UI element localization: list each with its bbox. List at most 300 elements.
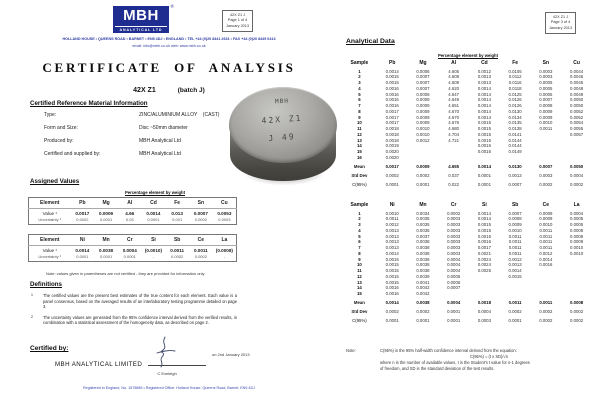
assigned-value: (0.0008) bbox=[215, 247, 233, 253]
value-cell: 0.0018 bbox=[385, 131, 399, 137]
uncertainty-value: 0.0003 bbox=[218, 217, 231, 222]
doc-page-number: Page 1 of 4 bbox=[227, 18, 248, 22]
value-cell: 0.0011 bbox=[508, 300, 522, 306]
column-header: Fe bbox=[512, 60, 519, 66]
value-cell: 0.0013 bbox=[385, 233, 399, 239]
column-header: Ce bbox=[542, 202, 550, 208]
value-cell: 0.0010 bbox=[539, 120, 553, 126]
assigned-value: 0.0009 bbox=[99, 210, 114, 216]
assigned-value: 0.0017 bbox=[75, 210, 90, 216]
uncertainty-value: 0.0001 bbox=[76, 254, 89, 259]
definition-text: The uncertainty values are generated from the 95% confidence interval derived from the verified results, in combination with a statistical assessment of the homogeneity data, as described on page 2. bbox=[43, 314, 237, 326]
element-symbol: La bbox=[213, 235, 237, 246]
value-cell: 0.0011 bbox=[508, 233, 522, 239]
sample-number: 16 bbox=[357, 154, 362, 160]
value-cell: 0.0035 bbox=[416, 227, 430, 233]
value-cell: 0.0105 bbox=[508, 68, 522, 74]
sample-number: 3 bbox=[358, 80, 361, 85]
value-cell: 0.0015 bbox=[385, 268, 399, 273]
sample-number: 4 bbox=[358, 85, 361, 91]
column-header: Sn bbox=[542, 60, 550, 66]
sample-number: 2 bbox=[358, 216, 361, 222]
value-cell: 0.0006 bbox=[539, 91, 553, 97]
value-cell: 0.0007 bbox=[416, 85, 430, 91]
definition-item bbox=[31, 293, 237, 310]
value-cell: 0.0002 bbox=[570, 181, 584, 187]
sample-number: 6 bbox=[358, 239, 361, 245]
value-cell: 0.0135 bbox=[508, 120, 522, 126]
value-cell: 0.0013 bbox=[508, 262, 522, 268]
assigned-value: 0.0011 bbox=[193, 247, 208, 253]
value-cell: 0.0004 bbox=[447, 300, 461, 306]
value-cell: 0.0038 bbox=[416, 268, 430, 273]
value-cell: 0.0010 bbox=[570, 250, 584, 256]
value-cell: 0.0138 bbox=[508, 126, 522, 131]
value-cell: 0.0014 bbox=[477, 164, 491, 169]
crm-label: Certified and supplied by: bbox=[44, 151, 101, 157]
value-cell: 0.0010 bbox=[539, 222, 553, 227]
row-label: Uncertainty ² bbox=[38, 217, 62, 222]
assigned-value: 0.0053 bbox=[217, 210, 232, 216]
value-cell: 0.0005 bbox=[539, 80, 553, 85]
value-cell: 0.0015 bbox=[385, 74, 399, 80]
assigned-value: 0.013 bbox=[171, 210, 183, 216]
analytical-table-2 bbox=[342, 202, 592, 324]
doc-date: January 2013 bbox=[549, 25, 573, 30]
value-cell: 0.0050 bbox=[570, 103, 584, 108]
value-cell: 0.0007 bbox=[539, 164, 553, 169]
value-cell: 0.0001 bbox=[416, 181, 430, 187]
value-cell: 0.0010 bbox=[508, 227, 522, 233]
value-cell: 0.0008 bbox=[508, 216, 522, 222]
value-cell: 0.0009 bbox=[539, 108, 553, 114]
value-cell: 0.0038 bbox=[416, 256, 430, 262]
value-cell: 4.655 bbox=[448, 164, 460, 169]
sample-number: 11 bbox=[357, 268, 362, 273]
column-header: Sample bbox=[350, 202, 369, 208]
value-cell: 4.608 bbox=[448, 74, 460, 80]
summary-label: C(95%) bbox=[352, 181, 367, 187]
value-cell: 0.0011 bbox=[385, 216, 399, 222]
value-cell: 0.0015 bbox=[477, 233, 491, 239]
uncertainty-value: 0.0001 bbox=[99, 254, 113, 259]
value-cell: 0.0009 bbox=[416, 114, 430, 120]
assigned-row bbox=[29, 208, 237, 217]
sample-disc-photo bbox=[228, 87, 340, 195]
sample-number: 8 bbox=[358, 108, 361, 114]
value-cell: 4.609 bbox=[448, 80, 460, 85]
value-cell: 0.0044 bbox=[570, 68, 584, 74]
value-cell: 0.0052 bbox=[570, 108, 584, 114]
header-row bbox=[342, 202, 592, 211]
value-cell: 0.0003 bbox=[447, 222, 461, 227]
summary-label: Mean bbox=[353, 164, 365, 169]
analytical-table bbox=[342, 202, 592, 324]
value-cell: 0.0015 bbox=[385, 80, 399, 85]
disc-engraving-batch: J 49 bbox=[268, 132, 296, 143]
value-cell: 0.0016 bbox=[385, 291, 399, 296]
value-cell: 0.0014 bbox=[477, 91, 491, 97]
element-symbol: Al bbox=[118, 198, 142, 209]
document-info-box bbox=[545, 12, 576, 34]
value-cell: 0.0002 bbox=[508, 309, 522, 314]
value-cell: 0.0003 bbox=[447, 250, 461, 256]
value-cell: 0.0003 bbox=[447, 245, 461, 250]
value-cell: 0.0011 bbox=[539, 233, 553, 239]
header-row bbox=[342, 60, 592, 69]
value-cell: 4.605 bbox=[448, 68, 460, 74]
value-cell: 0.0016 bbox=[385, 103, 399, 108]
value-cell: 0.0012 bbox=[508, 256, 522, 262]
analytical-table bbox=[342, 60, 592, 187]
value-cell: 0.037 bbox=[448, 172, 460, 178]
assigned-value: 0.0014 bbox=[146, 210, 161, 216]
definition-number: 1 bbox=[31, 293, 33, 297]
assigned-row bbox=[29, 254, 237, 262]
value-cell: 0.0013 bbox=[477, 80, 491, 85]
sample-number: 12 bbox=[357, 131, 362, 137]
value-cell: 0.0014 bbox=[539, 256, 553, 262]
value-cell: 0.0017 bbox=[385, 164, 399, 169]
assigned-value: 0.0014 bbox=[75, 247, 90, 253]
sample-number: 6 bbox=[358, 97, 361, 103]
column-header: Cr bbox=[450, 202, 457, 208]
note-equation: C(95%) = (t x SD)/√n bbox=[469, 353, 509, 359]
crm-row bbox=[44, 138, 254, 151]
value-cell: 0.0014 bbox=[477, 216, 491, 222]
sample-number: 5 bbox=[358, 233, 361, 239]
value-cell: 0.0004 bbox=[570, 210, 584, 216]
value-cell: 0.0014 bbox=[477, 210, 491, 216]
definitions-list bbox=[31, 293, 237, 331]
value-cell: 0.0021 bbox=[477, 250, 491, 256]
column-header: Si bbox=[482, 202, 487, 208]
element-symbol: Cr bbox=[118, 235, 142, 246]
value-cell: 0.0009 bbox=[416, 103, 430, 108]
value-cell: 0.0005 bbox=[570, 216, 584, 222]
element-symbol: Pb bbox=[71, 198, 95, 209]
value-cell: 0.0007 bbox=[539, 97, 553, 103]
doc-page-number: Page 3 of 4 bbox=[550, 20, 571, 24]
value-cell: 0.0011 bbox=[539, 245, 553, 250]
analytical-data-heading: Analytical Data bbox=[346, 38, 395, 45]
value-cell: 0.0013 bbox=[385, 227, 399, 233]
value-cell: 0.0003 bbox=[539, 172, 553, 178]
note-line-2: where n is the number of available values, t is the Student's t value for n-1 degrees bbox=[380, 359, 530, 365]
value-cell: 4.721 bbox=[448, 137, 460, 143]
crm-row bbox=[44, 125, 254, 138]
certificate-page-3 bbox=[338, 0, 600, 400]
value-cell: 0.0024 bbox=[477, 256, 491, 262]
value-cell: 0.0015 bbox=[477, 227, 491, 233]
value-cell: 0.0011 bbox=[539, 227, 553, 233]
value-cell: 0.0015 bbox=[508, 273, 522, 279]
value-cell: 0.0014 bbox=[477, 85, 491, 91]
value-cell: 0.0018 bbox=[477, 300, 491, 306]
value-cell: 0.0035 bbox=[416, 216, 430, 222]
value-cell: 0.0016 bbox=[477, 143, 491, 149]
mbh-logo-subtitle: ANALYTICAL LTD bbox=[115, 26, 167, 32]
element-symbol: Cu bbox=[213, 198, 237, 209]
note-label: Note: bbox=[346, 348, 356, 353]
value-cell: 4.704 bbox=[448, 131, 460, 137]
uncertainty-value: - bbox=[152, 254, 155, 259]
sample-number: 12 bbox=[357, 273, 362, 279]
value-cell: 0.0009 bbox=[416, 108, 430, 114]
certified-by-heading: Certified by: bbox=[30, 345, 69, 352]
summary-row bbox=[342, 297, 592, 306]
value-cell: 0.0112 bbox=[508, 74, 522, 80]
summary-row bbox=[342, 161, 592, 170]
value-cell: 0.0018 bbox=[385, 137, 399, 143]
value-cell: 0.0019 bbox=[385, 143, 399, 149]
value-cell: 0.0015 bbox=[385, 273, 399, 279]
summary-row bbox=[342, 306, 592, 315]
value-cell: 0.0130 bbox=[508, 164, 522, 169]
value-cell: 0.0002 bbox=[570, 317, 584, 323]
summary-label: C(95%) bbox=[352, 317, 367, 323]
value-cell: 0.0004 bbox=[447, 262, 461, 268]
batch-label: (batch J) bbox=[177, 87, 205, 94]
sample-number: 10 bbox=[357, 262, 362, 268]
assigned-row bbox=[29, 245, 237, 254]
assigned-values-subtitle: Percentage element by weight bbox=[124, 190, 186, 195]
signer-name: C Eveleigh bbox=[157, 371, 177, 376]
element-symbol: Cd bbox=[142, 198, 166, 209]
sample-number: 10 bbox=[357, 120, 362, 126]
value-cell: 0.0014 bbox=[477, 97, 491, 103]
value-cell: 0.0011 bbox=[539, 126, 553, 131]
value-cell: 0.0005 bbox=[447, 273, 461, 279]
value-cell: 0.0007 bbox=[508, 181, 522, 187]
value-cell: 0.0144 bbox=[508, 137, 522, 143]
value-cell: 0.0003 bbox=[447, 216, 461, 222]
sample-number: 1 bbox=[358, 68, 361, 74]
crm-label: Produced by: bbox=[44, 138, 74, 144]
value-cell: 0.0009 bbox=[416, 97, 430, 103]
signature-icon bbox=[148, 336, 180, 370]
assigned-value: 4.66 bbox=[125, 210, 135, 216]
value-cell: 0.0050 bbox=[570, 164, 584, 169]
assigned-value: 0.0011 bbox=[170, 247, 185, 253]
sample-number: 14 bbox=[357, 285, 362, 291]
value-cell: 0.0008 bbox=[570, 300, 584, 306]
crm-value: MBH Analytical Ltd bbox=[139, 138, 181, 144]
value-cell: 0.0001 bbox=[447, 317, 461, 323]
value-cell: 0.0003 bbox=[539, 68, 553, 74]
uncertainty-value: 0.0001 bbox=[147, 217, 160, 222]
value-cell: 0.0017 bbox=[385, 108, 399, 114]
sample-number: 15 bbox=[357, 291, 362, 296]
value-cell: 0.0050 bbox=[570, 97, 584, 103]
value-cell: 0.0001 bbox=[477, 181, 491, 187]
sample-number: 14 bbox=[357, 143, 362, 149]
value-cell: 0.0144 bbox=[508, 143, 522, 149]
assigned-row bbox=[29, 198, 237, 209]
sample-number: 2 bbox=[358, 74, 361, 80]
uncertainty-value: 0.0002 bbox=[194, 217, 207, 222]
sample-number: 8 bbox=[358, 250, 361, 256]
value-cell: 0.0011 bbox=[539, 239, 553, 245]
sample-number: 7 bbox=[358, 103, 361, 108]
assigned-value: 0.0007 bbox=[193, 210, 208, 216]
uncertainty-value: 0.0001 bbox=[123, 254, 136, 259]
value-cell: 0.0001 bbox=[385, 317, 399, 323]
value-cell: 0.0016 bbox=[539, 262, 553, 268]
sample-number: 7 bbox=[358, 245, 361, 250]
value-cell: 0.0016 bbox=[385, 285, 399, 291]
value-cell: 0.0009 bbox=[539, 210, 553, 216]
value-cell: 0.0003 bbox=[477, 317, 491, 323]
assigned-value: (0.0010) bbox=[144, 247, 163, 253]
product-code: 42X Z1 bbox=[133, 87, 156, 94]
value-cell: 0.0004 bbox=[447, 268, 461, 273]
summary-label: Std Dev bbox=[351, 172, 368, 178]
value-cell: 0.0014 bbox=[508, 268, 522, 273]
sample-number: 13 bbox=[357, 279, 362, 285]
value-cell: 0.0118 bbox=[508, 85, 522, 91]
note-line-1: C(95%) is the 95% half-width confidence interval derived from the equation: bbox=[380, 348, 517, 353]
assigned-values-table-2 bbox=[28, 234, 237, 262]
value-cell: 4.670 bbox=[448, 108, 460, 114]
value-cell: 0.0002 bbox=[416, 309, 430, 314]
value-cell: 0.0125 bbox=[508, 91, 522, 97]
doc-ref: 42X Z1 J bbox=[552, 14, 569, 19]
value-cell: 0.0002 bbox=[385, 309, 399, 314]
value-cell: 0.0015 bbox=[477, 126, 491, 131]
value-cell: 0.0014 bbox=[385, 300, 399, 306]
value-cell: 4.649 bbox=[448, 97, 460, 103]
value-cell: 4.647 bbox=[448, 91, 460, 97]
assigned-value: 0.0038 bbox=[99, 247, 114, 253]
value-cell: 0.0042 bbox=[416, 285, 430, 291]
value-cell: 0.0016 bbox=[385, 97, 399, 103]
value-cell: 0.0011 bbox=[508, 239, 522, 245]
element-symbol: Ce bbox=[189, 235, 213, 246]
value-cell: 0.0015 bbox=[477, 131, 491, 137]
value-cell: 0.0007 bbox=[447, 285, 461, 291]
value-cell: 0.0042 bbox=[416, 291, 430, 296]
document-info-box bbox=[222, 10, 253, 32]
uncertainty-value: 0.0001 bbox=[99, 217, 113, 222]
certification-date: on 2nd January 2013 bbox=[212, 352, 250, 357]
value-cell: 0.0002 bbox=[385, 172, 399, 178]
value-cell: 0.0011 bbox=[539, 300, 553, 306]
value-cell: 0.0015 bbox=[477, 137, 491, 143]
value-cell: 0.0013 bbox=[385, 245, 399, 250]
value-cell: 0.0011 bbox=[508, 250, 522, 256]
value-cell: 0.0005 bbox=[539, 85, 553, 91]
crm-label: Type: bbox=[44, 112, 57, 118]
value-cell: 0.0037 bbox=[416, 233, 430, 239]
column-header: Sb bbox=[511, 202, 519, 208]
assigned-values-note: Note: values given in parentheses are not certified - they are provided for information only bbox=[46, 271, 205, 276]
value-cell: 0.0035 bbox=[416, 222, 430, 227]
element-symbol: Mn bbox=[94, 235, 118, 246]
analytical-table-1 bbox=[342, 60, 592, 187]
value-cell: 0.0003 bbox=[539, 74, 553, 80]
value-cell: 0.0009 bbox=[539, 114, 553, 120]
registered-trademark-icon: ® bbox=[170, 4, 174, 9]
mbh-logo-text: MBH bbox=[123, 7, 159, 24]
value-cell: 0.0003 bbox=[447, 239, 461, 245]
value-cell: 0.0014 bbox=[385, 68, 399, 74]
summary-label: Std Dev bbox=[351, 309, 368, 314]
assigned-values-heading: Assigned Values bbox=[30, 178, 80, 185]
disc-engraving-brand: MBH bbox=[274, 97, 290, 106]
assigned-values-table bbox=[28, 234, 237, 262]
value-cell: 0.0038 bbox=[416, 250, 430, 256]
value-cell: 0.0002 bbox=[416, 172, 430, 178]
value-cell: 0.0012 bbox=[416, 137, 430, 143]
sample-number: 3 bbox=[358, 222, 361, 227]
value-cell: 0.0006 bbox=[416, 68, 430, 74]
value-cell: 0.0048 bbox=[570, 85, 584, 91]
value-cell: 0.0149 bbox=[508, 149, 522, 154]
value-cell: 0.0001 bbox=[447, 309, 461, 314]
value-cell: 0.0009 bbox=[570, 233, 584, 239]
value-cell: 0.0009 bbox=[539, 216, 553, 222]
value-cell: 0.0041 bbox=[416, 279, 430, 285]
value-cell: 0.0016 bbox=[477, 149, 491, 154]
value-cell: 0.0012 bbox=[477, 68, 491, 74]
value-cell: 0.0014 bbox=[477, 114, 491, 120]
value-cell: 0.0126 bbox=[508, 97, 522, 103]
uncertainty-value: 0.0002 bbox=[76, 217, 89, 222]
value-cell: 0.0012 bbox=[385, 222, 399, 227]
value-cell: 0.0126 bbox=[508, 103, 522, 108]
element-symbol: Fe bbox=[165, 198, 189, 209]
sample-number: 1 bbox=[358, 210, 361, 216]
doc-ref: 42X Z1 J bbox=[229, 12, 246, 17]
value-cell: 0.0003 bbox=[447, 227, 461, 233]
value-cell: 0.0009 bbox=[570, 239, 584, 245]
crm-rows bbox=[44, 112, 254, 164]
definition-text: The certified values are the present best estimates of the true content for each element. Each value is a panel consensus, based on the averaged results of an interlaboratory testing programme detailed on page 3. bbox=[43, 293, 237, 310]
value-cell: 0.0015 bbox=[385, 262, 399, 268]
value-cell: 0.0011 bbox=[508, 245, 522, 250]
crm-row bbox=[44, 151, 254, 164]
assigned-values-table bbox=[28, 197, 237, 225]
value-cell: 4.670 bbox=[448, 114, 460, 120]
value-cell: 0.0002 bbox=[570, 309, 584, 314]
value-cell: 0.0003 bbox=[447, 233, 461, 239]
value-cell: 0.0046 bbox=[570, 80, 584, 85]
value-cell: 0.0010 bbox=[570, 245, 584, 250]
column-header: Cu bbox=[573, 60, 580, 66]
certifying-company-line bbox=[55, 360, 206, 368]
value-cell: 0.0038 bbox=[416, 300, 430, 306]
sample-number: 4 bbox=[358, 227, 361, 233]
mbh-logo bbox=[113, 4, 174, 33]
sample-number: 13 bbox=[357, 137, 362, 143]
value-cell: 0.0010 bbox=[385, 210, 399, 216]
value-cell: 0.0001 bbox=[416, 317, 430, 323]
element-symbol: Sn bbox=[189, 198, 213, 209]
value-cell: 0.0020 bbox=[385, 154, 399, 160]
value-cell: 0.0005 bbox=[570, 222, 584, 227]
value-cell: 0.0004 bbox=[570, 172, 584, 178]
element-symbol: Ni bbox=[71, 235, 95, 246]
element-symbol: Mg bbox=[94, 198, 118, 209]
column-header: Sample bbox=[350, 60, 369, 66]
value-cell: 0.0016 bbox=[385, 85, 399, 91]
certificate-title: CERTIFICATE OF ANALYSIS bbox=[42, 60, 296, 75]
summary-row bbox=[342, 170, 592, 179]
value-cell: 0.0010 bbox=[416, 131, 430, 137]
value-cell: 0.0013 bbox=[477, 74, 491, 80]
confidence-interval-note bbox=[346, 348, 598, 372]
